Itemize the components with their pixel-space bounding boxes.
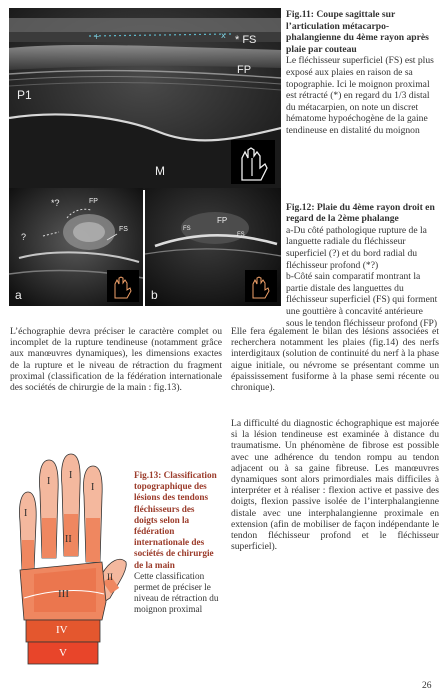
fig13-zone-label-IV: IV: [56, 624, 68, 636]
fig11-label-fs: * FS: [235, 34, 257, 46]
fig13-caption: [134, 470, 220, 616]
fig11-caption-title: Fig.11: Coupe sagittale sur l’articulation métacarpo-phalangienne du 4ème rayon après plaie par couteau: [286, 9, 429, 55]
fig13-zone-label-II-1: II: [65, 534, 72, 545]
fig13-zone-label-I-3: I: [69, 470, 73, 481]
svg-text:x: x: [221, 31, 226, 40]
fig12a-label-starq: *?: [51, 198, 60, 208]
body-left-paragraph: L’échographie devra préciser le caractère complet ou incomplet de la rupture tendineuse (notamment grâce aux manœuvres dynamiques), les dimensions exactes de la rupture et le niveau de rétraction du fragment proximal (classification de la fédération internationale des sociétés de chirurgie de la main : fig.13).: [10, 326, 222, 394]
fig12a-label-q: ?: [21, 232, 27, 242]
fig11-caption: [286, 9, 438, 137]
fig13-hand-diagram: [10, 452, 128, 670]
fig11-caption-body: Le fléchisseur superficiel (FS) est plus exposé aux plaies en raison de sa topographie. Ici le moignon proximal est rétracté (*) en regard du 1/3 distal du métacarpien, on note un discret hématome hypoéchogène de la gaine tendineuse en distalité du moignon: [286, 55, 434, 136]
body-right-paragraph-2: La difficulté du diagnostic échographique est majorée si la lésion tendineuse est examinée à distance du traumatisme. Un phénomène de fibrose est possible avec une adhérence du tendon rompu au tendon adjacent ou à sa gaine fibreuse. Les manœuvres dynamiques sont alors primordiales mais difficiles à interpréter et à réaliser : flexion active et passive des doigts, flexion passive isolée de l’interphalangienne distale avec une interphalangienne proximale en extension (afin de mobiliser de façon indépendante le tendon fléchisseur profond et le fléchisseur superficiel).: [231, 418, 439, 553]
fig13-zone-label-V: V: [59, 647, 67, 659]
fig12-caption: [286, 190, 440, 329]
fig13-zone-label-II-2: II: [107, 572, 113, 582]
fig13-zone-label-I-4: I: [91, 482, 95, 493]
fig13-caption-title: Fig.13: Classification topographique des lésions des tendons fléchisseurs des doigts selon la fédération internationale des sociétés de chirurgie de la main: [134, 470, 217, 570]
page-number: 26: [422, 681, 432, 691]
fig13-caption-body: Cette classification permet de préciser le niveau de rétraction du moignon proximal: [134, 570, 219, 615]
fig12a-label-fp: FP: [89, 198, 98, 205]
fig12b-label-fs-left: FS: [183, 226, 191, 232]
fig13-zone-label-III: III: [58, 588, 69, 600]
fig13-zone-label-I-1: I: [24, 508, 28, 519]
fig11-label-fp: FP: [237, 64, 252, 76]
fig11-label-m: M: [155, 164, 165, 178]
fig12a-label-fs: FS: [119, 226, 128, 233]
fig11-ultrasound: [9, 8, 281, 190]
fig12b-label-fs-right: FS: [237, 232, 245, 238]
fig12b-ultrasound: [145, 188, 281, 306]
body-right-paragraph-1: Elle fera également le bilan des lésions associées et recherchera notamment les plaies (fig.14) des nerfs interdigitaux (solution de continuité du nerf à la phase aigue initiale, ou névrome se présentant comme un épaississement fusiforme à la phase semi récente ou chronique).: [231, 326, 439, 394]
fig12a-panel-letter: a: [15, 288, 22, 302]
fig13-zone-label-I-2: I: [47, 476, 51, 487]
fig12b-label-fp: FP: [217, 216, 228, 225]
fig12b-panel-letter: b: [151, 288, 158, 302]
fig12a-ultrasound: [9, 188, 143, 306]
fig12-caption-title: Fig.12: Plaie du 4ème rayon droit en regard de la 2ème phalange: [286, 201, 435, 225]
svg-text:+: +: [93, 32, 100, 41]
fig12-caption-body: a-Du côté pathologique rupture de la languette radiale du fléchisseur superficiel (?) et du bord radial du fléchisseur profond (*?) b-Côté sain comparatif montrant la partie distale des languettes du fléchisseur superficiel (FS) qui forment une gouttière à concavité antérieure sous le tendon fléchisseur profond (FP): [286, 224, 438, 329]
fig11-label-p1: P1: [17, 88, 32, 102]
